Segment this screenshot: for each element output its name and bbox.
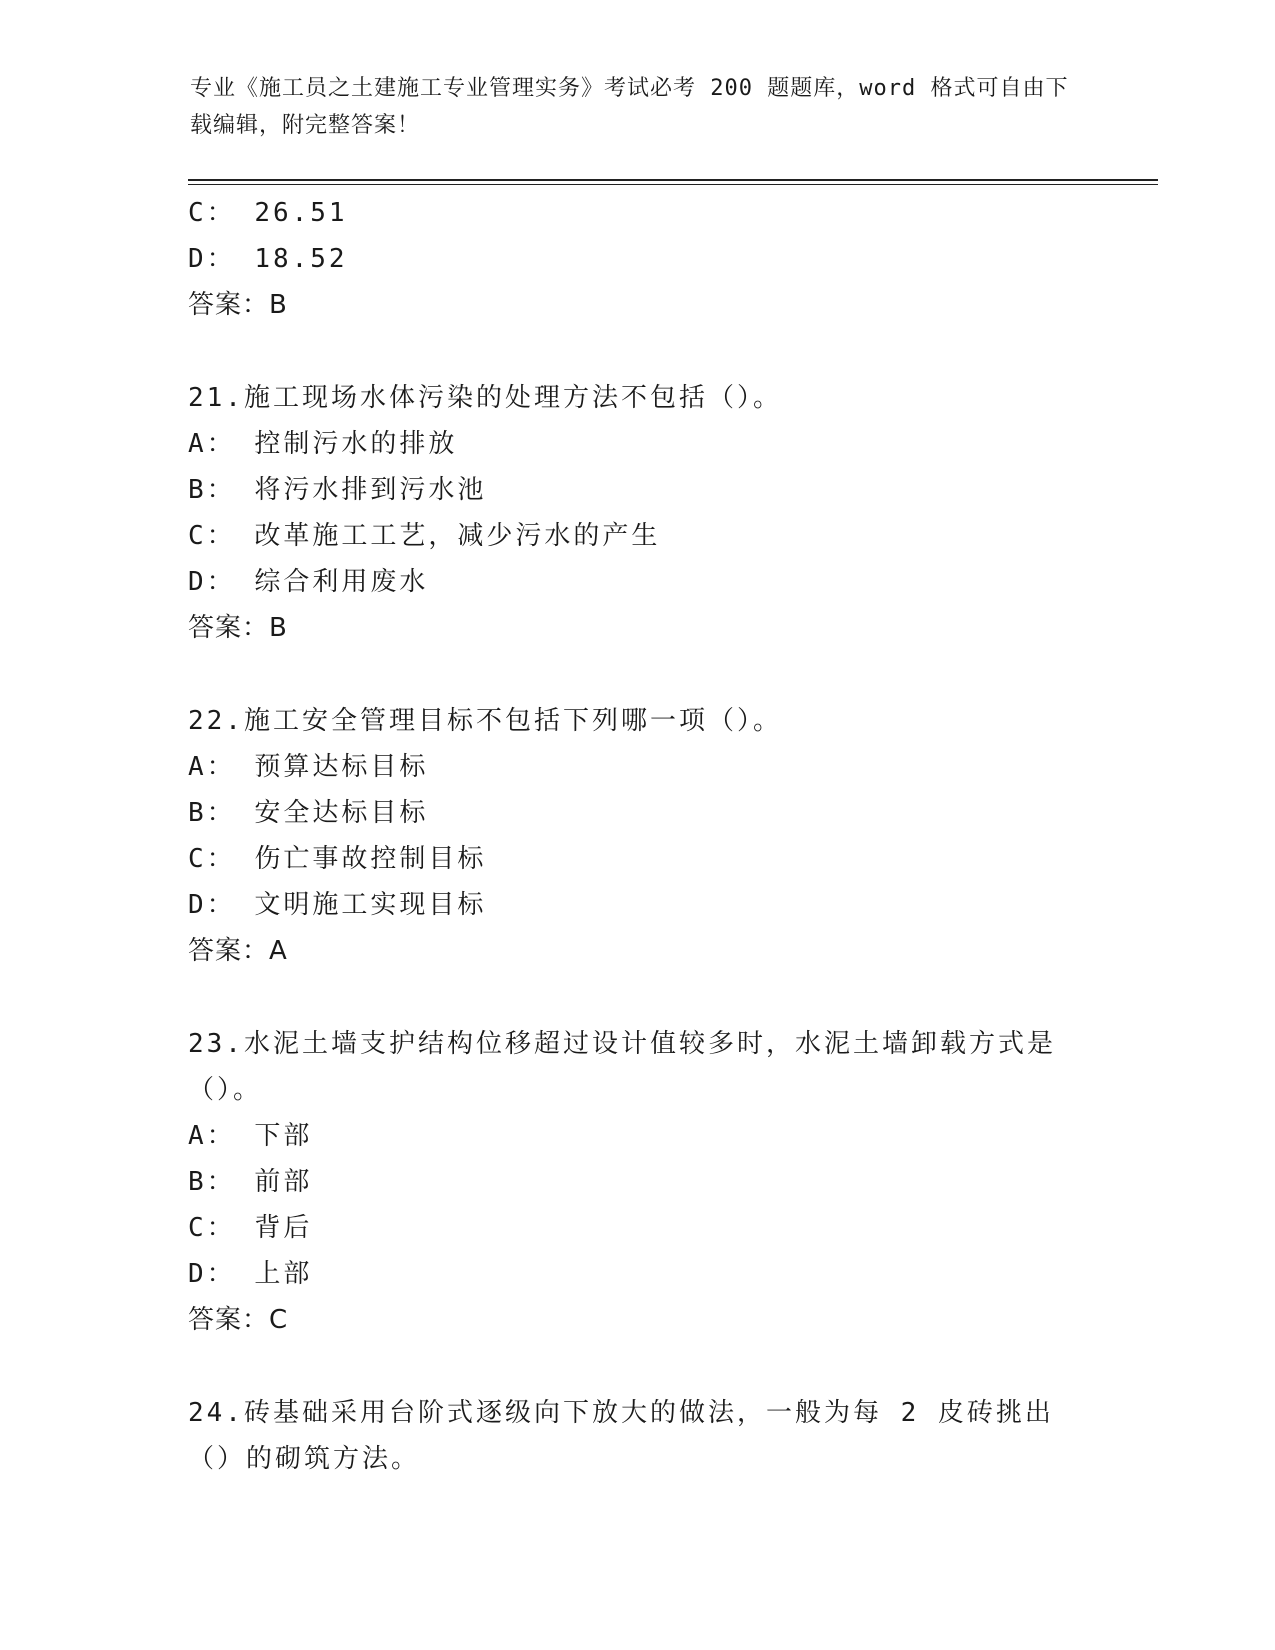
- option-a: A： 控制污水的排放: [188, 429, 458, 459]
- answer: 答案：B: [188, 290, 288, 320]
- question-title: 24.砖基础采用台阶式逐级向下放大的做法，一般为每 2 皮砖挑出（）的砌筑方法。: [188, 1398, 1054, 1474]
- document-body: [188, 190, 1088, 1482]
- question-24: [188, 1390, 1088, 1482]
- answer: 答案：B: [188, 613, 288, 643]
- option-c: C： 背后: [188, 1213, 313, 1243]
- option-c: C： 伤亡事故控制目标: [188, 844, 487, 874]
- question-title: 23.水泥土墙支护结构位移超过设计值较多时，水泥土墙卸载方式是（）。: [188, 1029, 1056, 1105]
- question-21: [188, 375, 1088, 651]
- option-d: D： 综合利用废水: [188, 567, 429, 597]
- document-header: 专业《施工员之土建施工专业管理实务》考试必考 200 题题库，word 格式可自由下载编辑，附完整答案！: [190, 76, 1069, 138]
- option-c: C： 26.51: [188, 198, 348, 228]
- option-d: D： 上部: [188, 1259, 313, 1289]
- header-rule-thin: [188, 184, 1158, 185]
- option-b: B： 前部: [188, 1167, 313, 1197]
- previous-question-tail: [188, 190, 1088, 328]
- option-b: B： 将污水排到污水池: [188, 475, 487, 505]
- question-22: [188, 698, 1088, 974]
- option-d: D： 18.52: [188, 244, 348, 274]
- option-b: B： 安全达标目标: [188, 798, 429, 828]
- option-d: D： 文明施工实现目标: [188, 890, 487, 920]
- answer: 答案：A: [188, 936, 288, 966]
- question-title: 21.施工现场水体污染的处理方法不包括（）。: [188, 383, 782, 413]
- header-rule-thick: [188, 179, 1158, 181]
- question-title: 22.施工安全管理目标不包括下列哪一项（）。: [188, 706, 782, 736]
- answer: 答案：C: [188, 1305, 289, 1335]
- option-c: C： 改革施工工艺，减少污水的产生: [188, 521, 661, 551]
- option-a: A： 下部: [188, 1121, 313, 1151]
- question-23: [188, 1021, 1088, 1343]
- option-a: A： 预算达标目标: [188, 752, 429, 782]
